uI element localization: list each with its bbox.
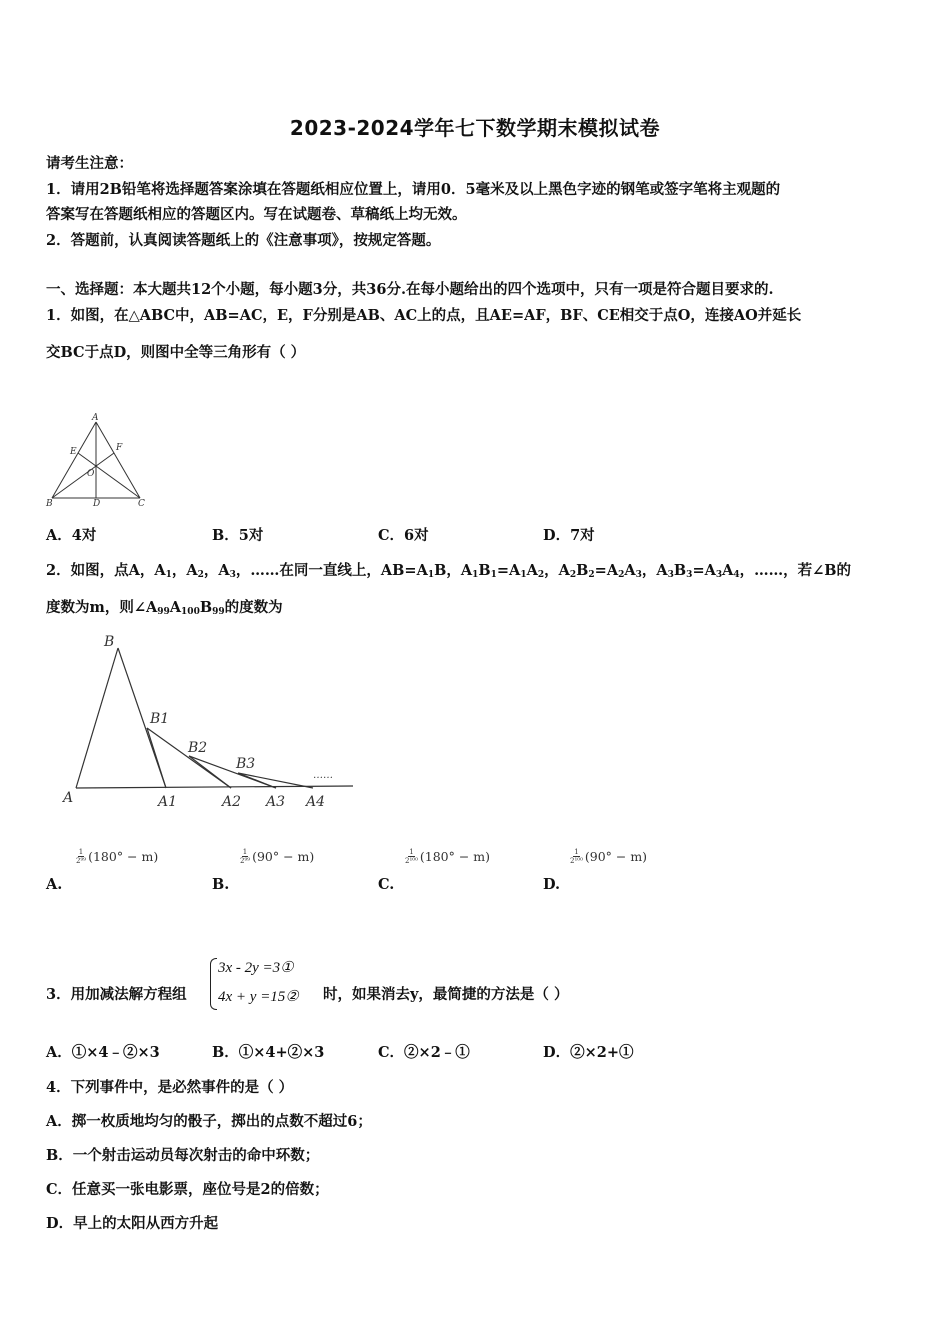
q1-option-a: A．4对 bbox=[46, 527, 97, 544]
q1-option-d: D．7对 bbox=[543, 527, 595, 544]
q2-opt-a-num: 1 bbox=[78, 848, 84, 856]
q1-label-o: O bbox=[87, 469, 95, 479]
q1-label-a: A bbox=[92, 413, 99, 423]
q2-opt-c-num: 1 bbox=[409, 848, 414, 856]
q2-label-b2: B2 bbox=[188, 740, 208, 756]
q3-stem-prefix: 3．用加减法解方程组 bbox=[46, 986, 187, 1003]
q1-line-bf bbox=[52, 453, 114, 498]
q1-side-ac bbox=[96, 422, 140, 498]
q2-label-b1: B1 bbox=[150, 711, 170, 727]
q2-label-a2: A2 bbox=[222, 794, 242, 810]
q3-equation-2: 4x + y =15② bbox=[218, 989, 299, 1005]
q2-opt-c-den: 2¹⁰⁰ bbox=[405, 857, 418, 865]
q2-option-a-math bbox=[76, 848, 158, 865]
q4-option-a: A．掷一枚质地均匀的骰子，掷出的点数不超过6； bbox=[46, 1113, 372, 1130]
q2-option-b-letter: B. bbox=[212, 876, 230, 893]
q1-side-ab bbox=[52, 422, 96, 498]
q2-option-a-letter: A. bbox=[46, 876, 63, 893]
q2-line-ab bbox=[76, 648, 118, 788]
q2-stem-line2: 度数为m，则$\angle A_{99}A_{100}B_{99}$的度数为 bbox=[46, 599, 283, 617]
q3-option-c: C．②×2﹣① bbox=[378, 1044, 470, 1061]
q4-stem: 4．下列事件中，是必然事件的是（ ） bbox=[46, 1079, 294, 1096]
q2-label-a: A bbox=[63, 790, 74, 806]
q3-system-brace bbox=[210, 958, 217, 1010]
notice-line-2: 2．答题前，认真阅读答题纸上的《注意事项》，按规定答题。 bbox=[46, 232, 441, 249]
q1-option-b: B．5对 bbox=[212, 527, 264, 544]
q3-option-b: B．①×4+②×3 bbox=[212, 1044, 325, 1061]
q4-option-c: C．任意买一张电影票，座位号是2的倍数； bbox=[46, 1181, 329, 1198]
q1-stem-line1: 1．如图，在△ABC中，AB=AC，E，F分别是AB、AC上的点，且AE=AF，BF、CE相交于点O，连接AO并延长 bbox=[46, 307, 802, 324]
q3-equation-1: 3x - 2y =3① bbox=[218, 960, 294, 976]
q1-label-b: B bbox=[46, 499, 53, 509]
q2-label-a3: A3 bbox=[266, 794, 286, 810]
q1-label-e: E bbox=[70, 447, 77, 457]
q3-option-a: A．①×4﹣②×3 bbox=[46, 1044, 160, 1061]
q1-label-f: F bbox=[116, 443, 123, 453]
q2-option-c-letter: C. bbox=[378, 876, 395, 893]
q2-opt-d-num: 1 bbox=[574, 848, 579, 856]
q2-opt-d-den: 2¹⁰⁰ bbox=[570, 857, 583, 865]
q2-line-a1b1 bbox=[147, 728, 166, 788]
q2-stem-line1: 2．如图，点A，$A_1$，$A_2$，$A_3$，……在同一直线上，$AB=A_1B$，$A_1B_1=A_1A_2$，$A_2B_2=A_2A_3$，$A_3B_3=A_3A_4$，……，若∠B的 bbox=[46, 562, 852, 580]
q2-option-c-math bbox=[405, 848, 490, 865]
q2-opt-b-num: 1 bbox=[242, 848, 248, 856]
q3-stem-suffix: 时，如果消去y，最简捷的方法是（ ） bbox=[323, 986, 569, 1003]
q2-label-b: B bbox=[104, 634, 115, 650]
notice-line-1b: 答案写在答题纸相应的答题区内。写在试题卷、草稿纸上均无效。 bbox=[46, 206, 467, 223]
page-title: 2023-2024学年七下数学期末模拟试卷 bbox=[289, 116, 661, 140]
q2-option-d-letter: D. bbox=[543, 876, 561, 893]
q2-label-ellipsis: …… bbox=[313, 770, 333, 781]
notice-line-1a: 1．请用2B铅笔将选择题答案涂填在答题纸相应位置上，请用0．5毫米及以上黑色字迹的钢笔或签字笔将主观题的 bbox=[46, 181, 781, 198]
q2-label-a1: A1 bbox=[158, 794, 178, 810]
section-heading: 一、选择题：本大题共12个小题，每小题3分，共36分.在每小题给出的四个选项中，只有一项是符合题目要求的. bbox=[46, 281, 774, 298]
q1-label-d: D bbox=[93, 499, 101, 509]
q2-line-a2b2 bbox=[189, 756, 231, 788]
q2-line-b3a4 bbox=[238, 773, 313, 788]
q2-line-a3b3 bbox=[238, 773, 276, 788]
q2-opt-a-den: 2⁹⁹ bbox=[76, 857, 87, 865]
q2-option-b-math bbox=[240, 848, 314, 865]
q2-opt-c-expr: (180° − m) bbox=[419, 849, 491, 864]
q2-figure bbox=[58, 628, 358, 813]
q1-option-c: C．6对 bbox=[378, 527, 429, 544]
q2-label-b3: B3 bbox=[236, 756, 256, 772]
q1-stem-line2: 交BC于点D，则图中全等三角形有（ ） bbox=[46, 344, 306, 361]
q2-option-d-math bbox=[570, 848, 647, 865]
q1-figure bbox=[44, 410, 154, 510]
q2-opt-d-expr: (90° − m) bbox=[584, 849, 648, 864]
q4-option-d: D．早上的太阳从西方升起 bbox=[46, 1215, 219, 1232]
q2-label-a4: A4 bbox=[306, 794, 326, 810]
q2-opt-b-expr: (90° − m) bbox=[252, 849, 315, 864]
notice-heading: 请考生注意： bbox=[46, 155, 133, 172]
q4-option-b: B．一个射击运动员每次射击的命中环数； bbox=[46, 1147, 320, 1164]
q2-opt-a-expr: (180° − m) bbox=[88, 849, 159, 864]
q3-option-d: D．②×2+① bbox=[543, 1044, 634, 1061]
q1-label-c: C bbox=[138, 499, 145, 509]
q2-opt-b-den: 2⁹⁹ bbox=[240, 857, 251, 865]
